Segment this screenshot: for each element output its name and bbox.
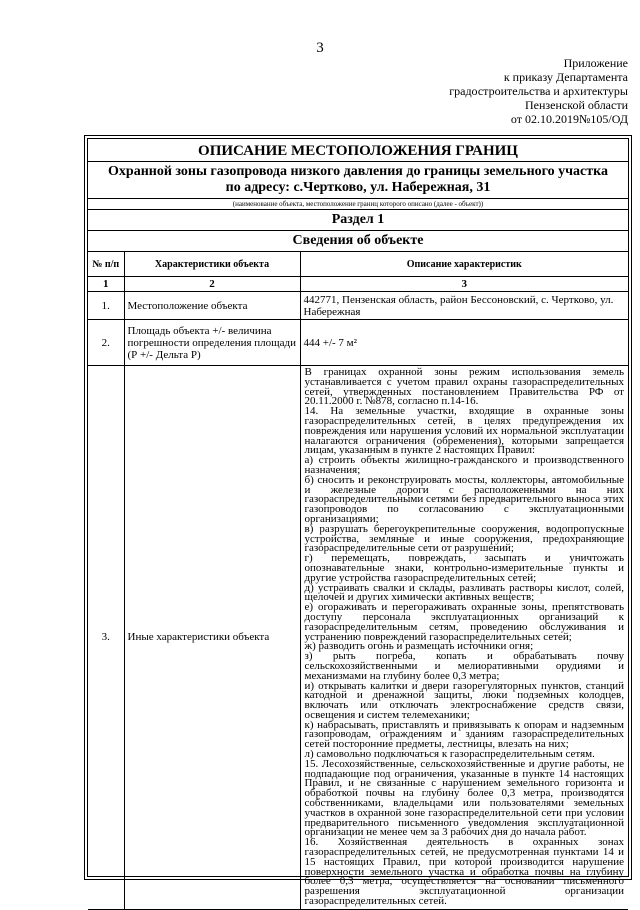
table-row — [88, 320, 628, 366]
table-row — [88, 366, 628, 910]
appendix-line: градостроительства и архитектуры — [449, 84, 628, 98]
page-number: 3 — [316, 40, 324, 56]
column-number: 2 — [124, 277, 300, 292]
column-header: № п/п — [88, 252, 124, 277]
object-note: (наименование объекта, местоположение границ которого описано (далее - объект)) — [88, 198, 628, 210]
object-name — [88, 162, 628, 196]
restriction-paragraph: 16. Хозяйственная деятельность в охранных зонах газораспределительных сетей, не предусмотренная пунктами 14 и 15 настоящих Правил, при которой производится нарушение поверхности земельного участка и обработка почвы на глубину более 0,3 метра, осуществляется на основании письменного разрешения эксплуатационной организации газораспределительных сетей. — [304, 836, 624, 908]
column-number: 3 — [300, 277, 628, 292]
appendix-line: от 02.10.2019№105/ОД — [510, 112, 628, 126]
table-header-row — [88, 252, 628, 277]
row-description-restrictions — [300, 366, 628, 910]
restriction-paragraph: л) самовольно подключаться к газораспределительным сетям. — [304, 748, 595, 761]
appendix-line: Приложение — [563, 56, 628, 70]
restriction-paragraph: ж) разводить огонь и размещать источники огня; — [304, 640, 534, 653]
row-description: 444 +/- 7 м² — [300, 320, 628, 366]
appendix-block — [449, 56, 628, 126]
document-title: ОПИСАНИЕ МЕСТОПОЛОЖЕНИЯ ГРАНИЦ — [88, 139, 628, 162]
document-frame — [87, 138, 629, 908]
table-row — [88, 292, 628, 320]
column-number-row — [88, 277, 628, 292]
subsection-title: Сведения об объекте — [88, 231, 628, 252]
column-header: Характеристики объекта — [124, 252, 300, 277]
restriction-paragraph: д) устраивать свалки и склады, разливать растворы кислот, солей, щелочей и других химически активных веществ; — [304, 581, 624, 604]
restriction-paragraph: г) перемещать, повреждать, засыпать и уничтожать опознавательные знаки, контрольно-измерительные пункты и другие устройства газораспределительных сетей; — [304, 552, 624, 584]
row-characteristic: Иные характеристики объекта — [124, 366, 300, 910]
restriction-paragraph: и) открывать калитки и двери газорегуляторных пунктов, станций катодной и дренажной защиты, люки подземных колодцев, включать или отключать электроснабжение средств связи, освещения и систем телемеханики; — [304, 679, 624, 721]
column-number: 1 — [88, 277, 124, 292]
object-name-line: Охранной зоны газопровода низкого давления до границы земельного участка — [108, 164, 608, 179]
restriction-paragraph: к) набрасывать, приставлять и привязывать к опорам и надземным газопроводам, ограждениям и зданиям газораспределительных сетей посторонние предметы, лестницы, влезать на них; — [304, 718, 624, 751]
restriction-paragraph: 14. На земельные участки, входящие в охранные зоны газораспределительных сетей, в целях предупреждения их повреждения или нарушения условий их нормальной эксплуатации налагаются ограничения (обременения), которыми запрещается лицам, указанным в пункте 2 настоящих Правил: — [304, 405, 624, 457]
row-number: 3. — [88, 366, 124, 910]
restriction-paragraph: з) рыть погреба, копать и обрабатывать почву сельскохозяйственными и мелиоративными орудиями и механизмами на глубину более 0,3 метра; — [304, 650, 624, 682]
column-header: Описание характеристик — [300, 252, 628, 277]
appendix-line: к приказу Департамента — [503, 70, 628, 84]
row-description: 442771, Пензенская область, район Бессоновский, с. Чертково, ул. Набережная — [300, 292, 628, 320]
row-characteristic: Площадь объекта +/- величина погрешности определения площади (Р +/- Дельта Р) — [124, 320, 300, 366]
restriction-paragraph: В границах охранной зоны режим использования земель устанавливается с учетом правил охраны газораспределительных сетей, утвержденных постановлением Правительства РФ от 20.11.2000 г. №878, согласно п.14-16. — [304, 366, 624, 408]
object-table — [88, 252, 628, 910]
row-characteristic: Местоположение объекта — [124, 292, 300, 320]
appendix-line: Пензенской области — [525, 98, 628, 112]
restriction-paragraph: б) сносить и реконструировать мосты, коллекторы, автомобильные и железные дороги с расположенными на них газораспределительными сетями без предварительного выноса этих газопроводов по согласованию с эксплуатационными организациями; — [304, 473, 624, 525]
section-title: Раздел 1 — [88, 210, 628, 231]
restriction-paragraph: в) разрушать берегоукрепительные сооружения, водопропускные устройства, земляные и иные сооружения, предохраняющие газораспределительные сети от разрушений; — [304, 522, 624, 555]
row-number: 2. — [88, 320, 124, 366]
row-number: 1. — [88, 292, 124, 320]
restriction-paragraph: а) строить объекты жилищно-гражданского и производственного назначения; — [304, 454, 624, 476]
restriction-paragraph: 15. Лесохозяйственные, сельскохозяйственные и другие работы, не подпадающие под ограничения, указанные в пункте 14 настоящих Правил, и не связанные с нарушением земельного горизонта и обработкой почвы на глубину более 0,3 метра, производятся собственниками, владельцами или пользователями земельных участков в охранной зоне газораспределительной сети при условии предварительного письменного уведомления эксплуатационной организации не менее чем за 3 рабочих дня до начала работ. — [304, 757, 624, 839]
restriction-paragraph: е) огораживать и перегораживать охранные зоны, препятствовать доступу персонала эксплуатационных организаций к газораспределительным сетям, проведению обслуживания и устранению повреждений газораспределительных сетей; — [304, 601, 624, 643]
object-address-line: по адресу: с.Чертково, ул. Набережная, 31 — [225, 180, 491, 195]
